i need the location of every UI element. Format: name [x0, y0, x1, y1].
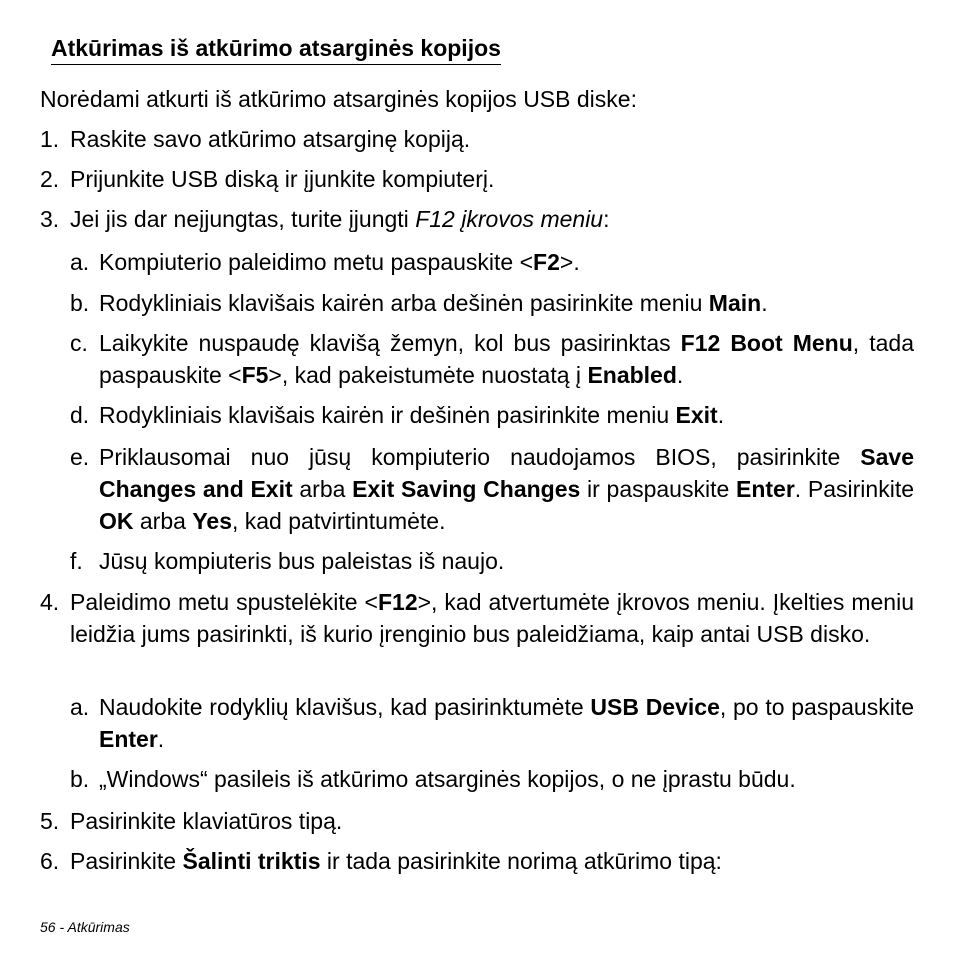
list-number: 3.: [40, 206, 60, 232]
text-run: >.: [559, 249, 580, 275]
list-letter: a.: [70, 694, 90, 720]
text-run: Naudokite rodyklių klavišus, kad pasirinktumėte: [99, 694, 591, 720]
menu-name: Exit: [675, 402, 718, 428]
list-text: „Windows“ pasileis iš atkūrimo atsarginės kopijos, o ne įprastu būdu.: [99, 766, 796, 792]
menu-name: Main: [708, 290, 762, 316]
menu-name: F12 įkrovos meniu: [415, 206, 604, 232]
text-run: arba: [133, 508, 193, 534]
list-item: [40, 845, 914, 877]
sub-list-item: [70, 545, 914, 577]
menu-name: F12 Boot Menu: [680, 330, 853, 356]
list-number: 1.: [40, 126, 60, 152]
text-run: :: [603, 206, 610, 232]
menu-option: USB Device: [590, 694, 720, 720]
list-text: [70, 586, 914, 650]
list-letter: d.: [70, 402, 90, 428]
list-text: [99, 691, 914, 755]
list-letter: e.: [70, 444, 90, 470]
list-text: [70, 845, 914, 877]
text-run: ir tada pasirinkite norimą atkūrimo tipą:: [320, 848, 722, 874]
list-item: [40, 163, 914, 195]
list-letter: b.: [70, 766, 90, 792]
text-run: .: [717, 402, 725, 428]
list-item: [40, 586, 914, 650]
list-number: 5.: [40, 808, 60, 834]
text-run: , tada paspauskite <: [99, 330, 914, 388]
list-text: [99, 399, 914, 431]
sub-list-item: [70, 287, 914, 319]
list-text: [99, 327, 914, 391]
sub-list-item: [70, 399, 914, 431]
sub-list-item: [70, 441, 914, 537]
text-run: Pasirinkite: [70, 848, 183, 874]
list-text: [99, 246, 914, 278]
list-text: [99, 287, 914, 319]
sub-list-item: [70, 763, 914, 795]
sub-list-item: [70, 327, 914, 391]
list-letter: f.: [70, 548, 83, 574]
list-letter: b.: [70, 290, 90, 316]
text-run: .: [761, 290, 768, 316]
list-letter: c.: [70, 330, 88, 356]
option-ok: OK: [99, 508, 134, 534]
menu-option: Exit Saving Changes: [352, 476, 581, 502]
page-footer: 56 - Atkūrimas: [40, 919, 130, 935]
list-text: Raskite savo atkūrimo atsarginę kopiją.: [70, 126, 471, 152]
list-number: 2.: [40, 166, 60, 192]
list-number: 4.: [40, 589, 60, 615]
key-name: Enter: [99, 726, 158, 752]
text-run: Priklausomai nuo jūsų kompiuterio naudojamos BIOS, pasirinkite: [99, 444, 861, 470]
text-run: Laikykite nuspaudę klavišą žemyn, kol bus pasirinktas: [99, 330, 681, 356]
text-run: Rodykliniais klavišais kairėn arba dešinėn pasirinkite meniu: [99, 290, 709, 316]
text-run: . Pasirinkite: [794, 476, 915, 502]
text-run: Jei jis dar neįjungtas, turite įjungti: [70, 206, 416, 232]
list-item: [40, 805, 914, 837]
list-letter: a.: [70, 249, 90, 275]
list-item: [40, 123, 914, 155]
text-run: >, kad atvertumėte įkrovos meniu. Įkelties meniu leidžia jums pasirinkti, iš kurio įrenginio bus paleidžiama, kaip antai USB disko.: [70, 589, 915, 647]
section-heading: Atkūrimas iš atkūrimo atsarginės kopijos: [51, 32, 501, 65]
menu-option: Šalinti triktis: [182, 848, 321, 874]
sub-list-item: [70, 691, 914, 755]
list-item: [40, 203, 914, 235]
text-run: , kad patvirtintumėte.: [231, 508, 446, 534]
list-text: Jūsų kompiuteris bus paleistas iš naujo.: [99, 548, 505, 574]
text-run: arba: [292, 476, 353, 502]
list-number: 6.: [40, 848, 60, 874]
setting-value: Enabled: [587, 362, 677, 388]
text-run: .: [157, 726, 165, 752]
key-name: F5: [241, 362, 269, 388]
key-name: Enter: [736, 476, 795, 502]
text-run: Paleidimo metu spustelėkite <: [70, 589, 378, 615]
text-run: .: [676, 362, 684, 388]
text-run: Kompiuterio paleidimo metu paspauskite <: [99, 249, 534, 275]
key-name: F2: [533, 249, 560, 275]
key-name: F12: [377, 589, 418, 615]
list-text: [70, 203, 914, 235]
text-run: ir paspauskite: [580, 476, 736, 502]
option-yes: Yes: [192, 508, 232, 534]
text-run: , po to paspauskite: [719, 694, 915, 720]
intro-paragraph: Norėdami atkurti iš atkūrimo atsarginės kopijos USB diske:: [40, 86, 637, 112]
list-text: [99, 441, 914, 537]
menu-option: Save Changes and Exit: [99, 444, 914, 502]
sub-list-item: [70, 246, 914, 278]
list-text: Pasirinkite klaviatūros tipą.: [70, 808, 343, 834]
text-run: Rodykliniais klavišais kairėn ir dešinėn pasirinkite meniu: [99, 402, 676, 428]
list-text: Prijunkite USB diską ir įjunkite kompiuterį.: [70, 166, 495, 192]
text-run: >, kad pakeistumėte nuostatą į: [268, 362, 588, 388]
